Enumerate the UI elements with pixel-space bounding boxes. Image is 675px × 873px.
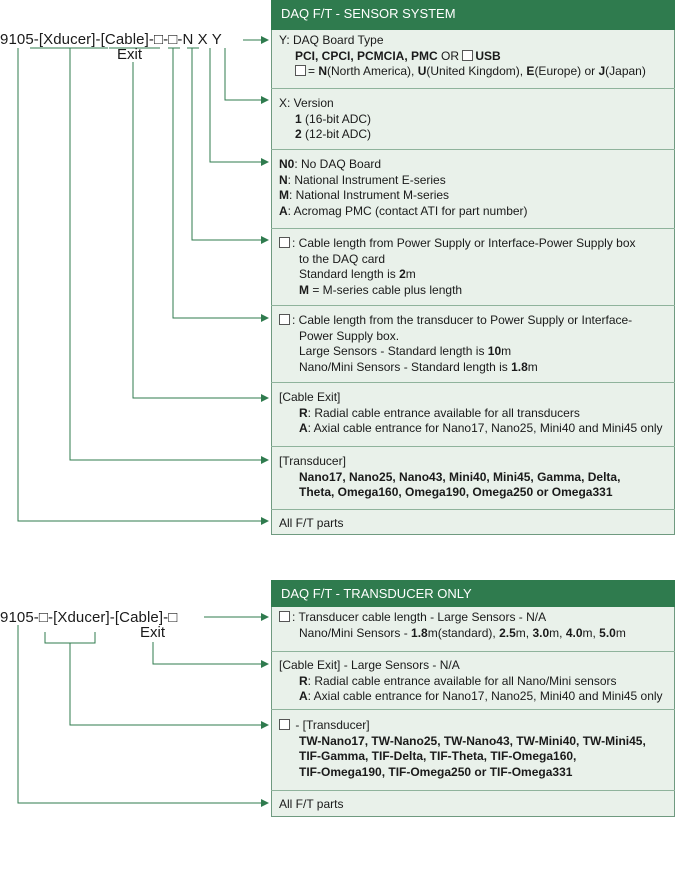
exit-a: A bbox=[299, 421, 308, 435]
t-all-parts-text: All F/T parts bbox=[279, 797, 344, 811]
t-exit-a: A bbox=[299, 689, 308, 703]
usb-text: USB bbox=[475, 48, 501, 63]
arrow-t-all-parts bbox=[18, 625, 268, 803]
version-title: X: Version bbox=[279, 96, 334, 110]
xd-cable-nano-len: 1.8 bbox=[511, 359, 528, 374]
sensor-header: DAQ F/T - SENSOR SYSTEM bbox=[271, 0, 675, 30]
region-j: J bbox=[598, 64, 606, 78]
version-cell bbox=[271, 88, 675, 148]
transducer-title: [Transducer] bbox=[279, 454, 346, 468]
t-len-opt-1: 1.8 bbox=[411, 625, 428, 640]
region-u: U bbox=[417, 64, 427, 78]
transducer-exit-label: Exit bbox=[140, 624, 166, 641]
checkbox-icon bbox=[279, 314, 290, 325]
opt-a: A bbox=[279, 203, 288, 218]
board-type-title: Y: DAQ Board Type bbox=[279, 33, 384, 47]
board-types: PCI, CPCI, PCMCIA, PMC bbox=[295, 48, 438, 63]
region-n-text: (North America), bbox=[327, 64, 418, 78]
daq-board-cell bbox=[271, 149, 675, 227]
transducer-header: DAQ F/T - TRANSDUCER ONLY bbox=[271, 580, 675, 607]
t-len-unit-2: m, bbox=[515, 625, 533, 640]
checkbox-icon bbox=[279, 719, 290, 730]
daq-cable-length: 2 bbox=[399, 267, 406, 281]
arrow-x bbox=[225, 48, 268, 100]
t-len-opt-2: 2.5 bbox=[499, 625, 516, 640]
transducer-list-1: Nano17, Nano25, Nano43, Mini40, Mini45, Gamma, Delta, bbox=[299, 469, 621, 484]
region-j-text: (Japan) bbox=[605, 64, 646, 78]
xd-cable-line-3: Large Sensors - Standard length is bbox=[299, 344, 488, 358]
or-text: OR bbox=[437, 48, 463, 63]
version-2-text: (12-bit ADC) bbox=[301, 127, 372, 141]
t-transducer-cell bbox=[271, 709, 675, 789]
daq-cable-m-text: = M-series cable plus length bbox=[309, 282, 463, 297]
version-1: 1 bbox=[295, 111, 302, 126]
exit-r-text: : Radial cable entrance available for all transducers bbox=[307, 405, 580, 420]
xd-cable-line-2: Power Supply box. bbox=[299, 328, 400, 343]
daq-cable-m: M bbox=[299, 282, 309, 297]
region-n: N bbox=[318, 64, 328, 78]
t-len-opt-3: 3.0 bbox=[532, 625, 550, 640]
t-exit-cell bbox=[271, 651, 675, 708]
region-u-text: (United Kingdom), bbox=[426, 64, 527, 78]
t-transducer-title: - [Transducer] bbox=[292, 718, 370, 732]
transducer-cell bbox=[271, 446, 675, 508]
region-prefix: = bbox=[308, 64, 319, 78]
opt-n0: N0 bbox=[279, 157, 295, 171]
xd-cable-line-1: : Cable length from the transducer to Power Supply or Interface- bbox=[292, 313, 633, 327]
t-length-line-1: : Transducer cable length - Large Sensors - N/A bbox=[292, 610, 547, 624]
daq-cable-line-3: Standard length is bbox=[299, 267, 400, 281]
transducer-list-2: Theta, Omega160, Omega190, Omega250 or Omega331 bbox=[299, 485, 613, 499]
checkbox-icon bbox=[279, 237, 290, 248]
daq-cable-line-2: to the DAQ card bbox=[299, 251, 386, 266]
t-transducer-list-1: TW-Nano17, TW-Nano25, TW-Nano43, TW-Mini40, TW-Mini45, bbox=[299, 733, 646, 748]
all-parts-text: All F/T parts bbox=[279, 516, 344, 530]
exit-a-text: : Axial cable entrance for Nano17, Nano25, Mini40 and Mini45 only bbox=[307, 421, 663, 435]
t-len-unit-1: m(standard), bbox=[427, 625, 500, 640]
t-len-unit-3: m, bbox=[549, 625, 566, 640]
t-len-unit-5: m bbox=[615, 625, 626, 640]
arrow-daq-cable bbox=[192, 48, 268, 240]
t-exit-r-text: : Radial cable entrance available for all Nano/Mini sensors bbox=[307, 673, 617, 688]
sensor-part-code: 9105-[Xducer]-[Cable]-□-□-N X Y bbox=[0, 31, 222, 48]
opt-m: M bbox=[279, 188, 289, 202]
daq-cable-unit: m bbox=[405, 267, 416, 281]
cable-exit-title: [Cable Exit] bbox=[279, 390, 341, 404]
opt-a-text: : Acromag PMC (contact ATI for part number) bbox=[287, 203, 528, 218]
sensor-exit-label: Exit bbox=[117, 46, 143, 63]
checkbox-icon bbox=[295, 65, 306, 76]
t-len-opt-4: 4.0 bbox=[565, 625, 583, 640]
arrow-daq bbox=[210, 48, 268, 162]
t-all-parts-cell bbox=[271, 790, 675, 817]
arrow-t-transducer bbox=[45, 632, 95, 643]
t-length-cell bbox=[271, 607, 675, 650]
t-length-nano: Nano/Mini Sensors - bbox=[299, 625, 412, 640]
checkbox-icon bbox=[279, 611, 290, 622]
arrow-xd-cable bbox=[173, 48, 268, 318]
opt-n-text: : National Instrument E-series bbox=[287, 172, 446, 187]
version-1-text: (16-bit ADC) bbox=[301, 111, 372, 126]
xducer-cable-cell bbox=[271, 305, 675, 381]
t-exit-title: [Cable Exit] - Large Sensors - N/A bbox=[279, 658, 460, 672]
t-len-opt-5: 5.0 bbox=[599, 625, 616, 640]
daq-cable-line-1: : Cable length from Power Supply or Interface-Power Supply box bbox=[292, 236, 636, 250]
cable-exit-cell bbox=[271, 382, 675, 445]
region-e-text: (Europe) or bbox=[534, 64, 599, 78]
opt-n: N bbox=[279, 172, 288, 187]
xd-cable-large-len: 10 bbox=[487, 344, 502, 358]
all-parts-cell bbox=[271, 509, 675, 535]
board-type-cell bbox=[271, 30, 675, 87]
t-transducer-list-2: TIF-Gamma, TIF-Delta, TIF-Theta, TIF-Omega160, bbox=[299, 749, 577, 763]
arrow-t-exit bbox=[153, 642, 268, 664]
checkbox-icon bbox=[462, 50, 473, 61]
region-e: E bbox=[526, 64, 535, 78]
t-transducer-list-3: TIF-Omega190, TIF-Omega250 or TIF-Omega331 bbox=[299, 764, 573, 779]
arrow-all-parts bbox=[18, 48, 268, 521]
exit-r: R bbox=[299, 405, 308, 420]
xd-cable-unit: m bbox=[527, 359, 538, 374]
daq-cable-cell bbox=[271, 228, 675, 304]
opt-n0-text: : No DAQ Board bbox=[294, 157, 382, 171]
version-2: 2 bbox=[295, 127, 302, 141]
t-exit-a-text: : Axial cable entrance for Nano17, Nano25, Mini40 and Mini45 only bbox=[307, 689, 663, 703]
transducer-part-code: 9105-□-[Xducer]-[Cable]-□ bbox=[0, 609, 178, 626]
t-exit-r: R bbox=[299, 673, 308, 688]
arrow-cable-exit bbox=[133, 62, 268, 398]
opt-m-text: : National Instrument M-series bbox=[289, 188, 450, 202]
xd-cable-line-4: Nano/Mini Sensors - Standard length is bbox=[299, 359, 512, 374]
xd-cable-unit: m bbox=[501, 344, 512, 358]
t-len-unit-4: m, bbox=[582, 625, 600, 640]
